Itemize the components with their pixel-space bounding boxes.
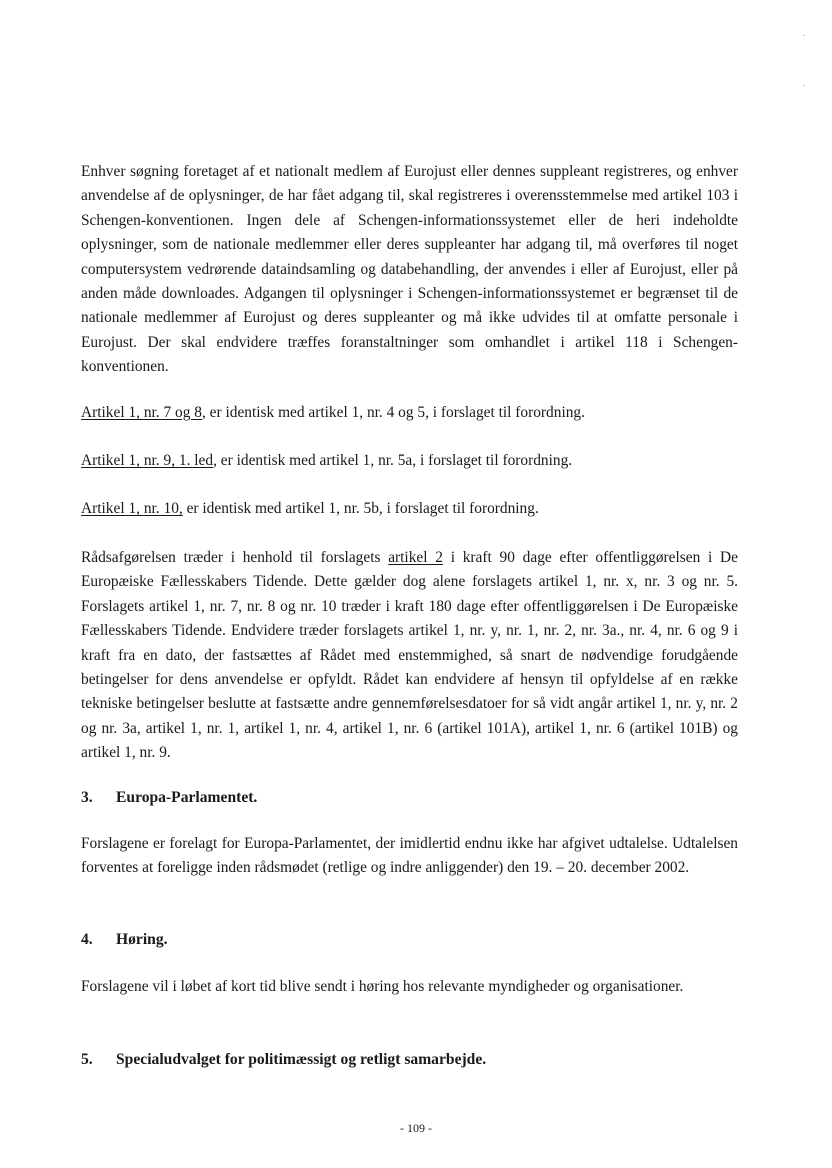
article-reference-link: Artikel 1, nr. 7 og 8 — [81, 404, 202, 421]
paragraph-article-7-8 — [81, 401, 738, 425]
section-heading-3 — [81, 786, 257, 810]
paragraph-text: Forslagene vil i løbet af kort tid blive sendt i høring hos relevante myndigheder og organisationer. — [81, 978, 684, 995]
scan-speck — [803, 85, 805, 86]
section-title: Høring. — [116, 931, 168, 948]
section-number: 5. — [81, 1051, 93, 1068]
paragraph-article-10 — [81, 497, 738, 521]
paragraph-consultation — [81, 975, 738, 999]
article-reference-link: Artikel 1, nr. 9, 1. led — [81, 452, 214, 469]
paragraph-text: Rådsafgørelsen træder i henhold til forslagets — [81, 549, 389, 566]
paragraph-parliament — [81, 832, 738, 881]
paragraph-text: Enhver søgning foretaget af et nationalt medlem af Eurojust eller dennes suppleant registreres, og enhver anvendelse af de oplysninger, de har fået adgang til, skal registreres i overensstemmelse med artikel 103 i Schengen-konventionen. Ingen dele af Schengen-informationssystemet eller de heri indeholdte oplysninger, som de nationale medlemmer eller deres suppleanter har adgang til, må overføres til noget computersystem vedrørende dataindsamling og databehandling, der anvendes i eller af Eurojust, eller på anden måde downloades. Adgangen til oplysninger i Schengen-informationssystemet er begrænset til de nationale medlemmer af Eurojust og deres suppleanter og må ikke udvides til at omfatte personale i Eurojust. Der skal endvidere træffes foranstaltninger som omhandlet i artikel 118 i Schengen-konventionen. — [81, 163, 738, 376]
paragraph-schengen-access — [81, 160, 738, 380]
section-number: 3. — [81, 789, 93, 806]
section-number: 4. — [81, 931, 93, 948]
paragraph-text: , er identisk med artikel 1, nr. 5a, i forslaget til forordning. — [213, 452, 573, 469]
paragraph-article-9 — [81, 449, 738, 473]
paragraph-text: er identisk med artikel 1, nr. 5b, i forslaget til forordning. — [182, 500, 539, 517]
article-reference-link: Artikel 1, nr. 10, — [81, 500, 183, 517]
paragraph-text: , er identisk med artikel 1, nr. 4 og 5, i forslaget til forordning. — [201, 404, 585, 421]
page-number: - 109 - — [400, 1121, 432, 1135]
section-title: Specialudvalget for politimæssigt og retligt samarbejde. — [116, 1051, 487, 1068]
scan-speck — [803, 35, 805, 36]
paragraph-entry-into-force — [81, 546, 738, 766]
article-reference-link: artikel 2 — [388, 549, 443, 566]
section-heading-5 — [81, 1048, 486, 1072]
section-heading-4 — [81, 928, 168, 952]
paragraph-text: Forslagene er forelagt for Europa-Parlamentet, der imidlertid endnu ikke har afgivet udtalelse. Udtalelsen forventes at foreligge inden rådsmødet (retlige og indre anliggender) den 19. – 20. december 2002. — [81, 835, 738, 877]
paragraph-text: i kraft 90 dage efter offentliggørelsen i De Europæiske Fællesskabers Tidende. Dette gælder dog alene forslagets artikel 1, nr. x, nr. 3 og nr. 5. Forslagets artikel 1, nr. 7, nr. 8 og nr. 10 træder i kraft 180 dage efter offentliggørelsen i De Europæiske Fællesskabers Tidende. Endvidere træder forslagets artikel 1, nr. y, nr. 1, nr. 2, nr. 3a., nr. 4, nr. 6 og 9 i kraft fra en dato, der fastsættes af Rådet med enstemmighed, så snart de nødvendige forudgående betingelser for dens anvendelse er opfyldt. Rådet kan endvidere af hensyn til opfyldelse af en række tekniske betingelser beslutte at fastsætte andre gennemførelsesdatoer for så vidt angår artikel 1, nr. y, nr. 2 og nr. 3a, artikel 1, nr. 1, artikel 1, nr. 4, artikel 1, nr. 6 (artikel 101A), artikel 1, nr. 6 (artikel 101B) og artikel 1, nr. 9. — [81, 549, 738, 762]
section-title: Europa-Parlamentet. — [116, 789, 258, 806]
